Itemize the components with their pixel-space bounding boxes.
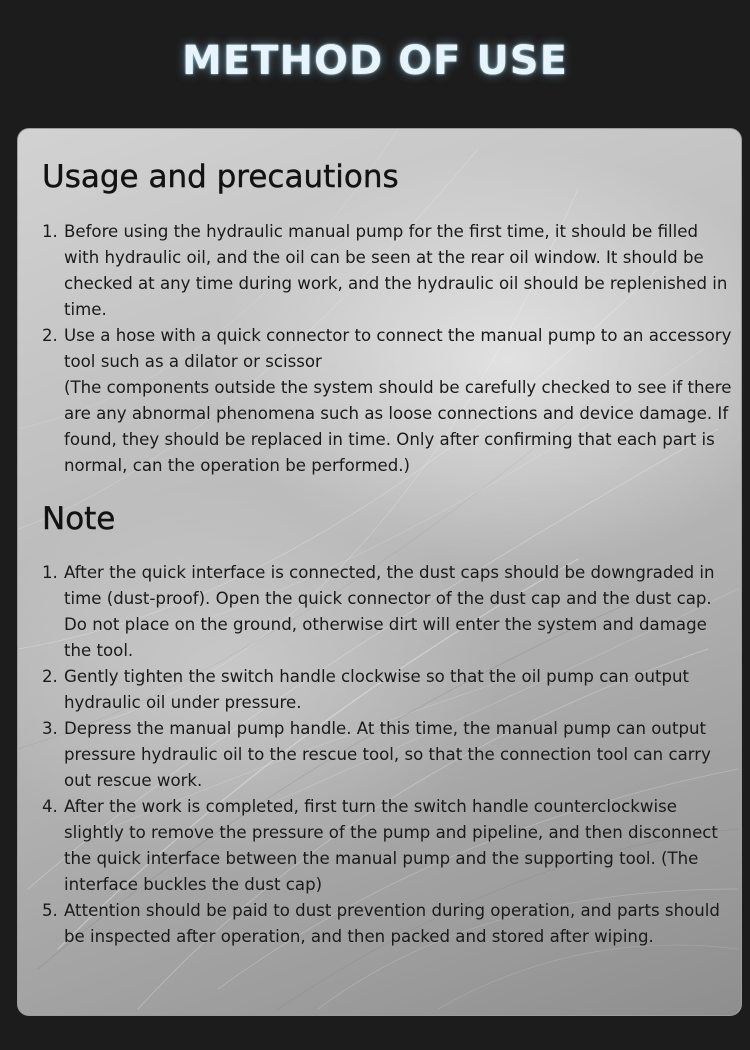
list-text: Use a hose with a quick connector to connect the manual pump to an accessory tool such as a dilator or scissor [64,326,732,371]
usage-list [42,219,732,479]
list-text: Depress the manual pump handle. At this time, the manual pump can output pressure hydraulic oil to the rescue tool, so that the connection tool can carry out rescue work. [64,719,711,790]
list-item [42,794,732,898]
list-text: Attention should be paid to dust prevention during operation, and parts should be inspected after operation, and then packed and stored after wiping. [64,901,720,946]
list-text: Gently tighten the switch handle clockwise so that the oil pump can output hydraulic oil under pressure. [64,667,690,712]
list-number: 5. [42,901,58,920]
list-number: 4. [42,797,58,816]
list-item [42,219,732,323]
usage-heading: Usage and precautions [42,159,399,195]
list-item [42,323,732,479]
note-heading: Note [42,501,116,537]
list-item [42,716,732,794]
list-item [42,898,732,950]
instructions-panel [17,128,742,1016]
list-item [42,560,732,664]
list-item [42,664,732,716]
list-number: 2. [42,667,58,686]
list-text: After the work is completed, first turn the switch handle counterclockwise slightly to remove the pressure of the pump and pipeline, and then disconnect the quick interface between the manual pump and the supporting tool. (The interface buckles the dust cap) [64,797,718,894]
list-number: 2. [42,326,58,345]
list-text: After the quick interface is connected, the dust caps should be downgraded in time (dust-proof). Open the quick connector of the dust cap and the dust cap. Do not place on the ground, otherwise dirt will enter the system and damage the tool. [64,563,715,660]
list-text: Before using the hydraulic manual pump for the first time, it should be filled with hydraulic oil, and the oil can be seen at the rear oil window. It should be checked at any time during work, and the hydraulic oil should be replenished in time. [64,222,728,319]
note-list [42,560,732,950]
list-number: 1. [42,222,58,241]
list-number: 3. [42,719,58,738]
page-title: METHOD OF USE [182,38,568,84]
list-note: (The components outside the system should be carefully checked to see if there are any abnormal phenomena such as loose connections and device damage. If found, they should be replaced in time. Only after confirming that each part is normal, can the operation be performed.) [64,378,732,475]
list-number: 1. [42,563,58,582]
